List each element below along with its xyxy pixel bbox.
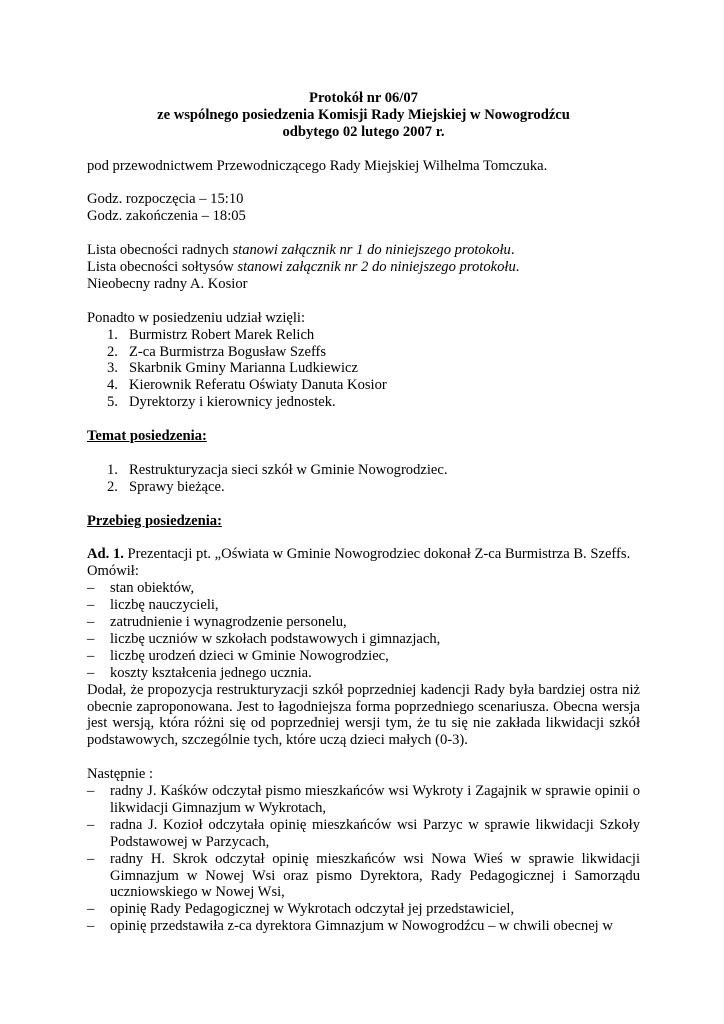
list-item: 2. Z-ca Burmistrza Bogusław Szeffs	[107, 343, 327, 360]
attendance-soltysi	[87, 259, 640, 276]
list-item: 3. Skarbnik Gminy Marianna Ludkiewicz	[107, 360, 358, 377]
title-line-2: ze wspólnego posiedzenia Komisji Rady Miejskiej w Nowogrodźcu	[157, 106, 570, 123]
absent-line: Nieobecny radny A. Kosior	[87, 275, 248, 292]
ad-1-paragraph	[87, 546, 640, 563]
list-item: 5. Dyrektorzy i kierownicy jednostek.	[107, 394, 336, 411]
title-line-3: odbytego 02 lutego 2007 r.	[282, 123, 445, 140]
restructuring-paragraph: Dodał, że propozycja restrukturyzacji szkół poprzedniej kadencji Rady była bardziej ostra niż obecnie zaproponowana. Jest to łagodniejsza forma poprzedniego scenariusza. Obecna wersja jest wersją, która różni się od poprzedniej wersji tym, że tu się nie zakłada likwidacji szkół podstawowych, szczególnie tych, które uczą dzieci małych (0-3).	[87, 681, 640, 749]
attendance-radni-annex: stanowi załącznik nr 1 do niniejszego protokołu	[232, 242, 511, 259]
document-title	[87, 90, 640, 141]
start-time: Godz. rozpoczęcia – 15:10	[87, 191, 244, 208]
participants-intro: Ponadto w posiedzeniu udział wzięli:	[87, 309, 306, 326]
end-time: Godz. zakończenia – 18:05	[87, 208, 246, 225]
attendance-radni-end: .	[510, 242, 515, 259]
list-item: 4. Kierownik Referatu Oświaty Danuta Kosior	[107, 377, 387, 394]
list-item: – koszty kształcenia jednego ucznia.	[87, 665, 640, 682]
list-item: – radny J. Kaśków odczytał pismo mieszkańców wsi Wykroty i Zagajnik w sprawie opinii o likwidacji Gimnazjum w Wykrotach,	[87, 783, 640, 817]
next-intro: Następnie :	[87, 766, 154, 783]
list-item: – opinię Rady Pedagogicznej w Wykrotach odczytał jej przedstawiciel,	[87, 901, 640, 918]
chair-line: pod przewodnictwem Przewodniczącego Rady Miejskiej Wilhelma Tomczuka.	[87, 157, 548, 174]
list-item: – opinię przedstawiła z-ca dyrektora Gimnazjum w Nowogrodźcu – w chwili obecnej w	[87, 918, 640, 935]
list-item: – liczbę uczniów w szkołach podstawowych i gimnazjach,	[87, 631, 640, 648]
list-item: – liczbę urodzeń dzieci w Gminie Nowogrodziec,	[87, 648, 640, 665]
participants-list	[87, 327, 640, 412]
attendance-radni	[87, 242, 640, 259]
document-page	[87, 90, 640, 935]
attendance-radni-text: Lista obecności radnych	[87, 242, 233, 259]
attendance-soltysi-annex: stanowi załącznik nr 2 do niniejszego protokołu	[237, 259, 516, 276]
list-item: 1. Restrukturyzacja sieci szkół w Gminie Nowogrodziec.	[107, 461, 448, 478]
list-item: – liczbę nauczycieli,	[87, 597, 640, 614]
discussed-intro: Omówił:	[87, 563, 139, 580]
topic-list	[87, 462, 640, 496]
topic-heading: Temat posiedzenia:	[87, 428, 207, 445]
list-item: – stan obiektów,	[87, 580, 640, 597]
list-item: 2. Sprawy bieżące.	[107, 478, 225, 495]
title-line-1: Protokół nr 06/07	[309, 90, 418, 106]
discussed-list	[87, 580, 640, 681]
list-item: – radna J. Kozioł odczytała opinię mieszkańców wsi Parzyc w sprawie likwidacji Szkoły Podstawowej w Parzycach,	[87, 817, 640, 851]
list-item: – radny H. Skrok odczytał opinię mieszkańców wsi Nowa Wieś w sprawie likwidacji Gimnazjum w Nowej Wsi oraz pismo Dyrektora, Rady Pedagogicznej i Samorządu uczniowskiego w Nowej Wsi,	[87, 851, 640, 902]
ad-1-label: Ad. 1.	[87, 546, 124, 563]
list-item: – zatrudnienie i wynagrodzenie personelu,	[87, 614, 640, 631]
list-item: 1. Burmistrz Robert Marek Relich	[107, 326, 315, 343]
next-list	[87, 783, 640, 935]
course-heading: Przebieg posiedzenia:	[87, 512, 222, 529]
ad-1-text: Prezentacji pt. „Oświata w Gminie Nowogrodziec dokonał Z-ca Burmistrza B. Szeffs.	[123, 546, 631, 563]
attendance-soltysi-end: .	[515, 259, 520, 276]
attendance-soltysi-text: Lista obecności sołtysów	[87, 259, 238, 276]
